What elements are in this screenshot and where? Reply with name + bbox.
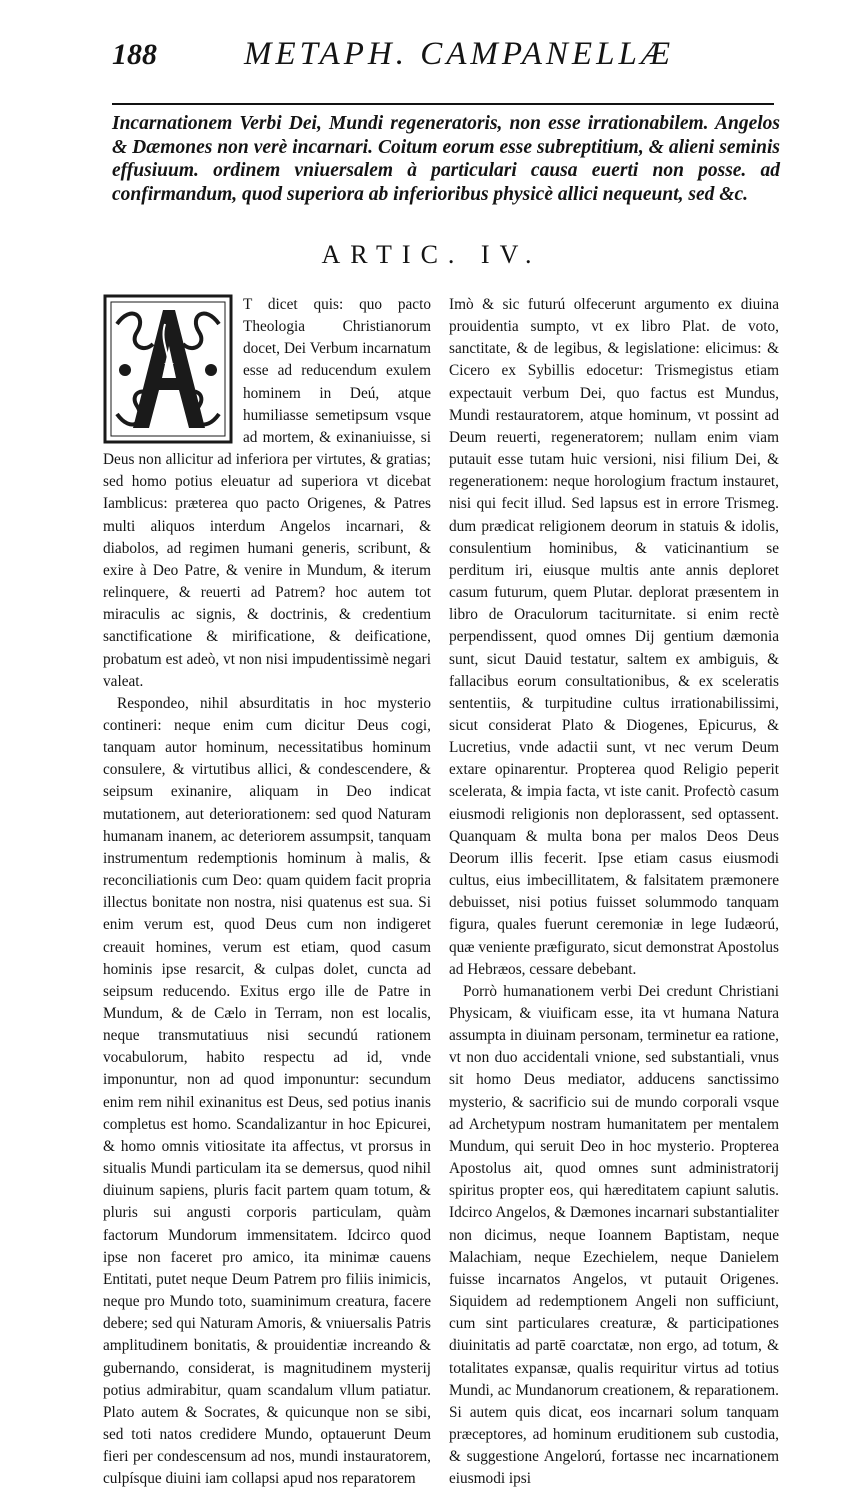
left-column: [103, 294, 431, 1490]
article-summary: Incarnationem Verbi Dei, Mundi regeneratoris, non esse irrationabilem. Angelos & Dæmones non verè incarnari. Coitum eorum esse subreptitium, & alieni seminis effusiuum. ordinem vniuersalem à particulari causa euerti non posse. ad confirmandum, quod superiora ab inferioribus physicè allici nequeunt, sed &c.: [112, 113, 780, 205]
running-title: METAPH. CAMPANELLÆ: [244, 36, 675, 72]
left-paragraph-1: T dicet quis: quo pacto Theologia Christianorum docet, Dei Verbum incarnatum esse ad reducendum exulem hominem in Deú, atque humiliasse semetipsum vsque ad mortem, & exinaniuisse, si Deus non allicitur ad inferiora per virtutes, & gratias; sed homo potius eleuatur ad superiora vt dicebat Iamblicus: præterea quo pacto Origenes, & Patres multi aliquos interdum Angelos incarnari, & diabolos, ad regimen humani generis, scribunt, & exire à Deo Patre, & venire in Mundum, & iterum relinquere, & reuerti ad Patrem? hoc autem tot miraculis ac signis, & doctrinis, & credentium sanctificatione & mirificatione, & deificatione, probatum est adeò, vt non nisi impudentissimè negari valeat.: [103, 296, 431, 690]
left-paragraph-2: Respondeo, nihil absurditatis in hoc mysterio contineri: neque enim cum dicitur Deus cogi, tanquam autor hominum, necessitatibus hominum consulere, & virtutibus allici, & condescendere, & seipsum exinanire, aliquam in Deo indicat mutationem, aut deteriorationem: sed quod Naturam humanam inanem, ac deteriorem assumpsit, tanquam instrumentum redemptionis hominum à malis, & reconciliationis cum Deo: quam quidem facit propria illectus bonitate non nostra, nisi quatenus est sua. Si enim verum est, quod Deus cum non indigeret creauit homines, verum est etiam, quod casum hominis ipse resarcit, & culpas dolet, cuncta ad seipsum reducendo. Exitus ergo ille de Patre in Mundum, & de Cælo in Terram, non est localis, neque transmutatiuus nisi secundú rationem vocabulorum, habito respectu ad id, vnde imponuntur, non ad quod imponuntur: secundum enim rem nihil exinanitus est Deus, sed potius inanis completus est homo. Scandalizantur in hoc Epicurei, & homo omnis vitiositate ita affectus, vt prorsus in situalis Mundi particulam ita se demersus, quod nihil diuinum sapiens, pluris facit partem quam totum, & pluris sui angusti corporis particulam, quàm factorum Mundorum immensitatem. Idcirco quod ipse non faceret pro amico, ita minimæ cauens Entitati, putet neque Deum Patrem pro filiis inimicis, neque pro Mundo toto, suaminimum creatura, facere debere; sed qui Naturam Amoris, & vniuersalis Patris amplitudinem bonitatis, & prouidentiæ increando & gubernando, considerat, is magnitudinem mysterij potius admirabitur, quam scandalum vllum patiatur. Plato autem & Socrates, & quicunque non se sibi, sed toti natos credidere Mundo, optauerunt Deum fieri per condescensum ad nos, mundi instauratorem, culpísque diuini iam collapsi apud nos reparatorem: [103, 694, 431, 1488]
page-number: 188: [112, 38, 157, 71]
drop-cap-ornament: [103, 294, 233, 444]
right-column: [449, 294, 779, 1490]
article-heading: ARTIC. IV.: [321, 240, 542, 269]
ornamental-initial-a-icon: [103, 294, 233, 444]
right-paragraph-1: Imò & sic futurú olfecerunt argumento ex diuina prouidentia sumpto, vt ex libro Plat. de voto, sanctitate, & de legibus, & legislatione: elicimus: & Cicero ex Sybillis edocetur: Trismegistus etiam expectauit verbum Dei, quo factus est Mundus, Mundi restauratorem, atque hominum, vt possint ad Deum reuerti, regeneratorem; nullam enim viam putauit esse tutam huic versioni, nisi filium Dei, & regenerationem: neque horologium fractum instauret, nisi qui fecit illud. Sed lapsus est in errore Trismeg. dum prædicat religionem deorum in statuis & idolis, consulentium hominibus, & vaticinantium se perditum iri, eiusque multis ante annis deploret casum futurum, quem Plutar. deplorat præsentem in libro de Oraculorum taciturnitate. si enim rectè perpendissent, quod omnes Dij gentium dæmonia sunt, sicut Dauid testatur, saltem ex ambiguis, & fallacibus eorum consultationibus, & ex sceleratis sententiis, & turpitudine cultus irrationabilissimi, sicut considerat Plato & Diogenes, Epicurus, & Lucretius, vnde adactii sunt, vt nec verum Deum extare opinarentur. Propterea quod Religio peperit scelerata, & impia facta, vt iste canit. Profectò casum eiusmodi religionis non deplorassent, sed optassent. Quanquam & multa bona per malos Deos Deus Deorum illis fecerit. Ipse etiam casus eiusmodi cultus, eius imbecillitatem, & falsitatem præmonere debuisset, nisi potius fuisset solummodo tanquam figura, quales fuerunt ceremoniæ in lege Iudæorú, quæ veniente præfigurato, sicut demonstrat Apostolus ad Hebræos, cessare debebant.: [449, 296, 779, 978]
header-rule: [112, 103, 774, 105]
right-paragraph-2: Porrò humanationem verbi Dei credunt Christiani Physicam, & viuificam esse, ita vt humana Natura assumpta in diuinam personam, terminetur ea ratione, vt non duo accidentali vnione, sed substantiali, vnus sit homo Deus mediator, adducens sanctissimo mysterio, & sacrificio sui de mundo corporali vsque ad Archetypum nostram humanitatem per mentalem Mundum, qui seruit Deo in hoc mysterio. Propterea Apostolus ait, quod omnes sunt administratorij spiritus propter eos, qui hæreditatem capiunt salutis. Idcirco Angelos, & Dæmones incarnari substantialiter non dicimus, neque Ioannem Baptistam, neque Malachiam, neque Ezechielem, neque Danielem fuisse incarnatos Angelos, vt putauit Origenes. Siquidem ad redemptionem Angeli non sufficiunt, cum sint particulares creaturæ, & participationes diuinitatis ad partē coarctatæ, non ergo, ad totum, & totalitates expansæ, qualis requiritur virtus ad totius Mundi, ac Mundanorum creationem, & reparationem. Si autem quis dicat, eos incarnari solum tanquam præceptores, ad hominum eruditionem sub custodia, & suggestione Angelorú, fortasse nec incarnationem eiusmodi ipsi: [449, 982, 779, 1488]
drop-cap-letter: A: [163, 353, 175, 368]
page-header: [112, 38, 772, 78]
